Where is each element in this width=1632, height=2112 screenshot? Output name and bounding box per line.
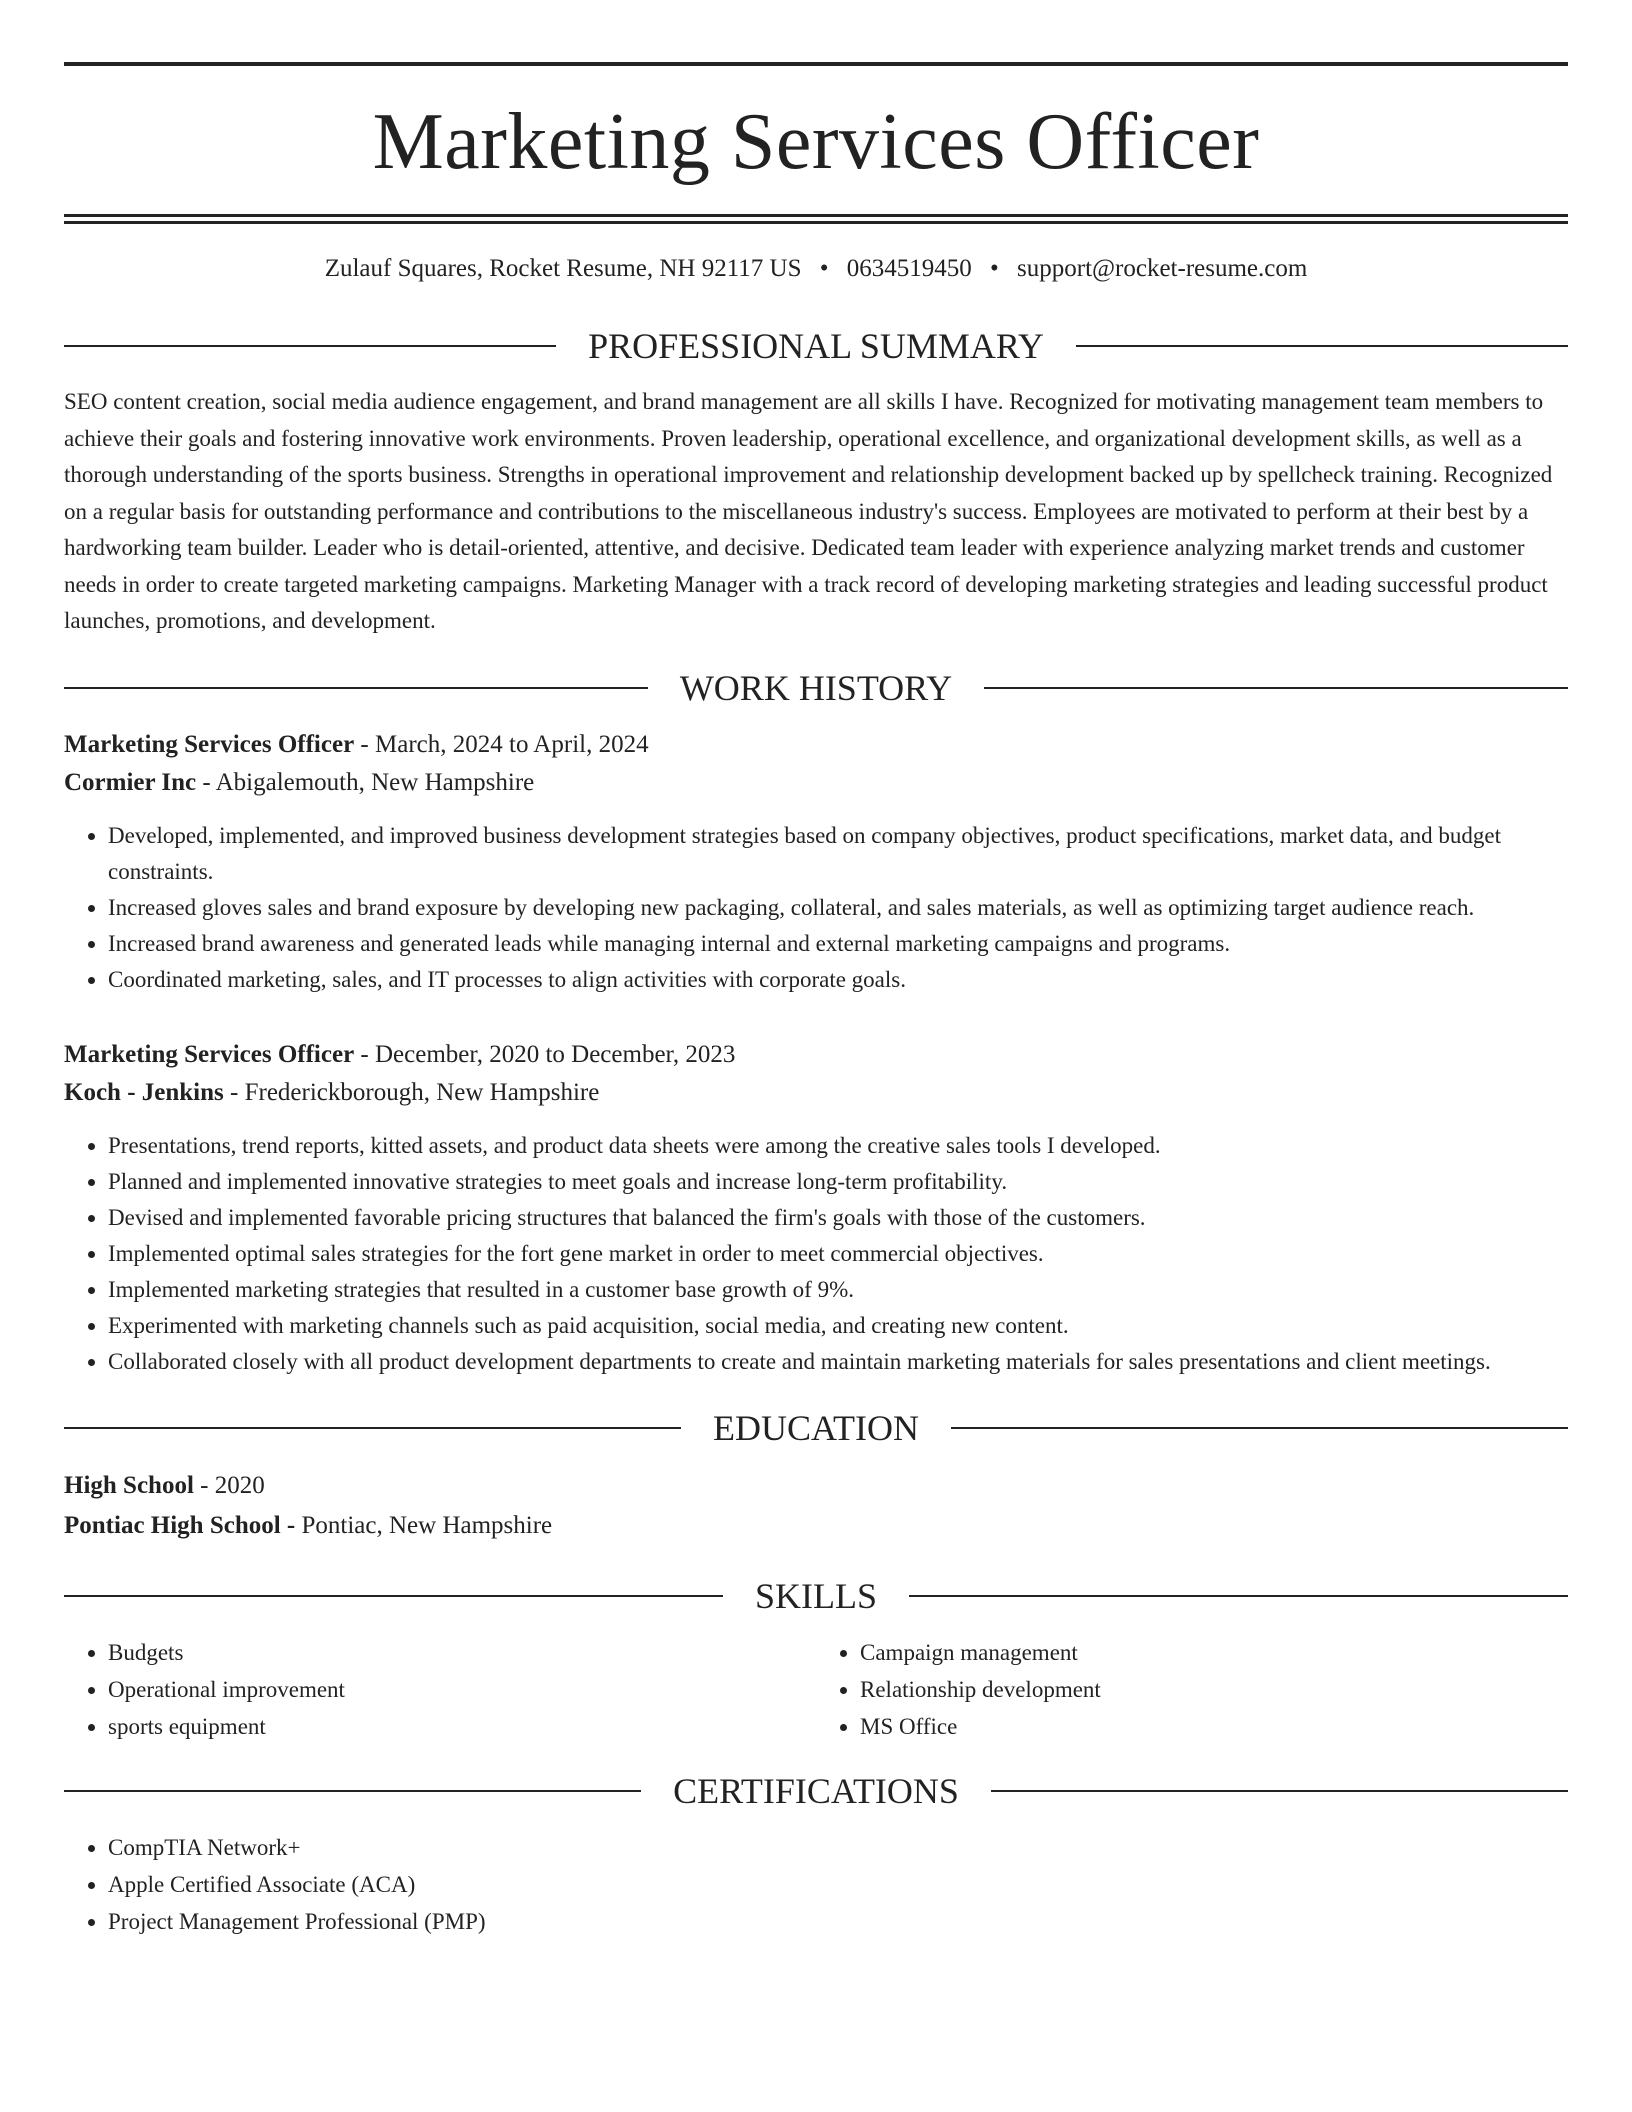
contact-email: support@rocket-resume.com — [1017, 255, 1308, 282]
header-double-rule — [64, 214, 1568, 224]
certification-item: • CompTIA Network+ — [108, 1829, 1568, 1866]
job-bullet: • Presentations, trend reports, kitted assets, and product data sheets were among the creative sales tools I developed. — [108, 1128, 1568, 1164]
heading-rule-right — [991, 1790, 1568, 1792]
heading-rule-left — [64, 1427, 681, 1429]
job-location: - Frederickborough, New Hampshire — [223, 1078, 600, 1106]
resume-name: Marketing Services Officer — [372, 98, 1260, 186]
heading-rule-left — [64, 345, 556, 347]
skill-item: • Relationship development — [860, 1671, 1568, 1708]
education-degree: High School — [64, 1471, 194, 1499]
contact-line — [64, 254, 1568, 284]
summary-text: SEO content creation, social media audience engagement, and brand management are all skills I have. Recognized for motivating management team members to achieve their goals and fostering innovative work environments. Proven leadership, operational excellence, and organizational development skills, as well as a thorough understanding of the sports business. Strengths in operational improvement and relationship development backed up by spellcheck training. Recognized on a regular basis for outstanding performance and contributions to the miscellaneous industry's success. Employees are motivated to perform at their best by a hardworking team builder. Leader who is detail-oriented, attentive, and decisive. Dedicated team leader with experience analyzing market trends and customer needs in order to create targeted marketing campaigns. Marketing Manager with a track record of developing marketing strategies and leading successful product launches, promotions, and development. — [64, 389, 1553, 633]
contact-phone: 0634519450 — [846, 255, 972, 282]
education-year: - 2020 — [193, 1471, 265, 1499]
skill-item: • MS Office — [860, 1708, 1568, 1745]
skills-title: SKILLS — [755, 1575, 878, 1616]
education-degree-line — [64, 1466, 1568, 1506]
certification-item: • Apple Certified Associate (ACA) — [108, 1866, 1568, 1903]
job-bullet: • Implemented marketing strategies that resulted in a customer base growth of 9%. — [108, 1272, 1568, 1308]
work-history-title: WORK HISTORY — [679, 667, 953, 708]
job-entry — [64, 726, 1568, 998]
job-company: Koch - Jenkins — [64, 1078, 224, 1106]
skill-item: • Budgets — [108, 1634, 816, 1671]
education-school-line — [64, 1506, 1568, 1546]
skills-list — [64, 1634, 1568, 1745]
heading-rule-right — [1076, 345, 1568, 347]
skills-column-left — [64, 1634, 816, 1745]
top-rule — [64, 62, 1568, 66]
job-role-line — [64, 1036, 1568, 1074]
job-company-line — [64, 764, 1568, 802]
certifications-heading — [64, 1770, 1568, 1811]
job-bullet: • Experimented with marketing channels such as paid acquisition, social media, and creating new content. — [108, 1308, 1568, 1344]
job-bullet: • Collaborated closely with all product development departments to create and maintain marketing materials for sales presentations and client meetings. — [108, 1344, 1568, 1380]
education-heading — [64, 1407, 1568, 1448]
job-bullet: • Coordinated marketing, sales, and IT processes to align activities with corporate goals. — [108, 962, 1568, 998]
heading-rule-right — [984, 687, 1568, 689]
contact-separator: • — [819, 255, 829, 282]
job-dates: - December, 2020 to December, 2023 — [354, 1040, 736, 1068]
job-location: - Abigalemouth, New Hampshire — [196, 768, 535, 796]
skills-column-right — [816, 1634, 1568, 1745]
job-bullets — [64, 1128, 1568, 1380]
job-bullet: • Increased brand awareness and generated leads while managing internal and external marketing campaigns and programs. — [108, 926, 1568, 962]
job-bullet: • Increased gloves sales and brand exposure by developing new packaging, collateral, and sales materials, as well as optimizing target audience reach. — [108, 890, 1568, 926]
job-bullet: • Devised and implemented favorable pricing structures that balanced the firm's goals with those of the customers. — [108, 1200, 1568, 1236]
job-company: Cormier Inc — [64, 768, 197, 796]
certification-item: • Project Management Professional (PMP) — [108, 1903, 1568, 1940]
certifications-title: CERTIFICATIONS — [673, 1770, 959, 1811]
skill-item: • Operational improvement — [108, 1671, 816, 1708]
job-role: Marketing Services Officer — [64, 730, 355, 758]
skills-heading — [64, 1575, 1568, 1616]
certifications-list — [64, 1829, 1568, 1940]
job-company-line — [64, 1074, 1568, 1112]
job-bullets — [64, 818, 1568, 998]
contact-separator: • — [990, 255, 999, 282]
job-role-line — [64, 726, 1568, 764]
skill-item: • sports equipment — [108, 1708, 816, 1745]
work-history-heading — [64, 667, 1568, 708]
summary-title: PROFESSIONAL SUMMARY — [588, 326, 1044, 366]
education-location: Pontiac, New Hampshire — [295, 1511, 553, 1539]
job-bullet: • Planned and implemented innovative strategies to meet goals and increase long-term profitability. — [108, 1164, 1568, 1200]
heading-rule-left — [64, 687, 648, 689]
education-title: EDUCATION — [713, 1407, 919, 1448]
job-bullet: • Developed, implemented, and improved business development strategies based on company objectives, product specifications, market data, and budget constraints. — [108, 818, 1568, 890]
job-entry — [64, 1036, 1568, 1380]
job-role: Marketing Services Officer — [64, 1040, 355, 1068]
education-school: Pontiac High School - — [64, 1511, 296, 1539]
job-bullet: • Implemented optimal sales strategies for the fort gene market in order to meet commercial objectives. — [108, 1236, 1568, 1272]
skill-item: • Campaign management — [860, 1634, 1568, 1671]
summary-heading — [64, 328, 1568, 364]
job-dates: - March, 2024 to April, 2024 — [354, 730, 649, 758]
heading-rule-right — [909, 1595, 1568, 1597]
heading-rule-left — [64, 1595, 723, 1597]
heading-rule-left — [64, 1790, 641, 1792]
contact-address: Zulauf Squares, Rocket Resume, NH 92117 US — [324, 255, 802, 282]
heading-rule-right — [951, 1427, 1568, 1429]
